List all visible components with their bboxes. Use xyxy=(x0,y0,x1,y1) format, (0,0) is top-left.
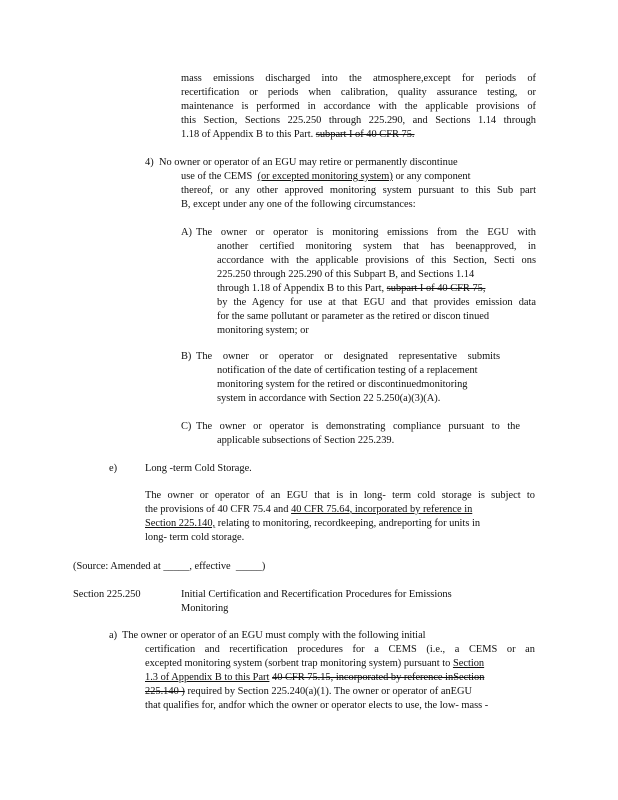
text-line: No owner or operator of an EGU may retire or permanently discontinue xyxy=(159,157,458,168)
item-b-first-line xyxy=(196,350,500,364)
text-line: another certified monitoring system that has beenapproved, in xyxy=(217,241,536,252)
text-line xyxy=(181,128,536,142)
text-run: , effective xyxy=(189,561,231,572)
item-b-body xyxy=(217,364,508,406)
text-line: this Section, Sections 225.250 through 225.290, and Sections 1.14 through xyxy=(181,115,536,126)
text-line: Initial Certification and Recertification Procedures for Emissions xyxy=(181,589,452,600)
text-line: thereof, or any other approved monitoring system pursuant to this Sub part xyxy=(181,185,536,196)
text-run: relating to monitoring, recordkeeping, andreporting for units in xyxy=(217,518,481,529)
section-e-body xyxy=(145,489,535,545)
text-line: The owner or operator or designated representative submits xyxy=(196,351,500,362)
struck-text: subpart I of 40 CFR 75, xyxy=(386,283,486,294)
item-4-body xyxy=(181,170,536,212)
text-line: 225.250 through 225.290 of this Subpart B, and Sections 1.14 xyxy=(217,269,475,280)
struck-text: 225.140 ) xyxy=(145,686,185,697)
item-c-first-line xyxy=(196,420,520,434)
blank-field: _____ xyxy=(163,561,190,572)
underlined-text: 1.3 of Appendix B to this Part xyxy=(145,672,270,683)
text-line: long- term cold storage. xyxy=(145,532,245,543)
text-line: The owner or operator is monitoring emissions from the EGU with xyxy=(196,227,536,238)
text-line: system in accordance with Section 22 5.250(a)(3)(A). xyxy=(217,393,441,404)
text-line: certification and recertification procedures for a CEMS (i.e., a CEMS or an xyxy=(145,644,535,655)
text-line: B, except under any one of the following circumstances: xyxy=(181,199,416,210)
text-line: The owner or operator of an EGU must comply with the following initial xyxy=(122,630,426,641)
text-line: that qualifies for, andfor which the owner or operator elects to use, the low- mass - xyxy=(145,700,489,711)
item-a-label: A) xyxy=(181,227,192,238)
text-line: recertification or periods when calibration, quality assurance testing, or xyxy=(181,87,536,98)
text-run: through 1.18 of Appendix B to this Part, xyxy=(217,283,385,294)
text-run: or any component xyxy=(395,171,471,182)
struck-text: subpart I of 40 CFR 75. xyxy=(315,129,415,140)
text-run: ) xyxy=(261,561,266,572)
underlined-text: 40 CFR 75.64 xyxy=(291,504,350,515)
text-run: 1.18 of Appendix B to this Part. xyxy=(181,129,314,140)
text-line: by the Agency for use at that EGU and that provides emission data xyxy=(217,297,536,308)
text-line: applicable subsections of Section 225.239. xyxy=(217,435,395,446)
text-line xyxy=(145,657,535,671)
text-line: The owner or operator of an EGU that is in long- term cold storage is subject to xyxy=(145,490,535,501)
text-line: The owner or operator is demonstrating compliance pursuant to the xyxy=(196,421,520,432)
text-line: notification of the date of certification testing of a replacement xyxy=(217,365,478,376)
text-line xyxy=(145,517,535,531)
text-run: excepted monitoring system (sorbent trap monitoring system) pursuant to xyxy=(145,658,451,669)
text-line: mass emissions discharged into the atmosphere,except for periods of xyxy=(181,73,536,84)
text-run: (Source: Amended at xyxy=(73,561,161,572)
text-line: accordance with the applicable provisions of this Section, Secti ons xyxy=(217,255,536,266)
blank-field: _____ xyxy=(235,561,262,572)
text-line: monitoring system; or xyxy=(217,325,309,336)
item-4-label: 4) xyxy=(145,157,154,168)
struck-text: 40 CFR 75.15, incorporated by reference inSection xyxy=(272,672,485,683)
section-title xyxy=(181,588,491,616)
text-line xyxy=(145,671,535,685)
section-a-body xyxy=(145,643,535,713)
section-a-first-line xyxy=(122,629,472,643)
text-run: the provisions of 40 CFR 75.4 and xyxy=(145,504,289,515)
item-a-body xyxy=(217,240,536,338)
text-line xyxy=(145,685,535,699)
item-c-label: C) xyxy=(181,421,192,432)
text-run: required by Section 225.240(a)(1). The owner or operator of anEGU xyxy=(187,686,473,697)
section-e-heading: Long -term Cold Storage. xyxy=(145,463,252,474)
section-e-label: e) xyxy=(109,463,118,474)
text-run: use of the CEMS xyxy=(181,171,253,182)
section-number: Section 225.250 xyxy=(73,589,141,600)
text-line: maintenance is performed in accordance with the applicable provisions of xyxy=(181,101,536,112)
item-b-label: B) xyxy=(181,351,192,362)
item-a-first-line xyxy=(196,226,536,240)
text-line xyxy=(181,170,536,184)
item-c-body xyxy=(217,434,517,448)
text-line xyxy=(217,282,536,296)
underlined-text: Section xyxy=(452,658,485,669)
item-4-text xyxy=(159,156,537,170)
section-a-label: a) xyxy=(109,630,118,641)
text-line: Monitoring xyxy=(181,603,229,614)
text-line: for the same pollutant or parameter as the retired or discon tinued xyxy=(217,311,490,322)
underlined-text: Section 225.140, xyxy=(145,518,216,529)
text-line xyxy=(145,503,535,517)
continuation-paragraph xyxy=(181,72,536,142)
source-note xyxy=(73,560,265,574)
text-line: monitoring system for the retired or discontinuedmonitoring xyxy=(217,379,468,390)
underlined-text: (or excepted monitoring system) xyxy=(257,171,393,182)
underlined-text: , incorporated by reference in xyxy=(349,504,473,515)
